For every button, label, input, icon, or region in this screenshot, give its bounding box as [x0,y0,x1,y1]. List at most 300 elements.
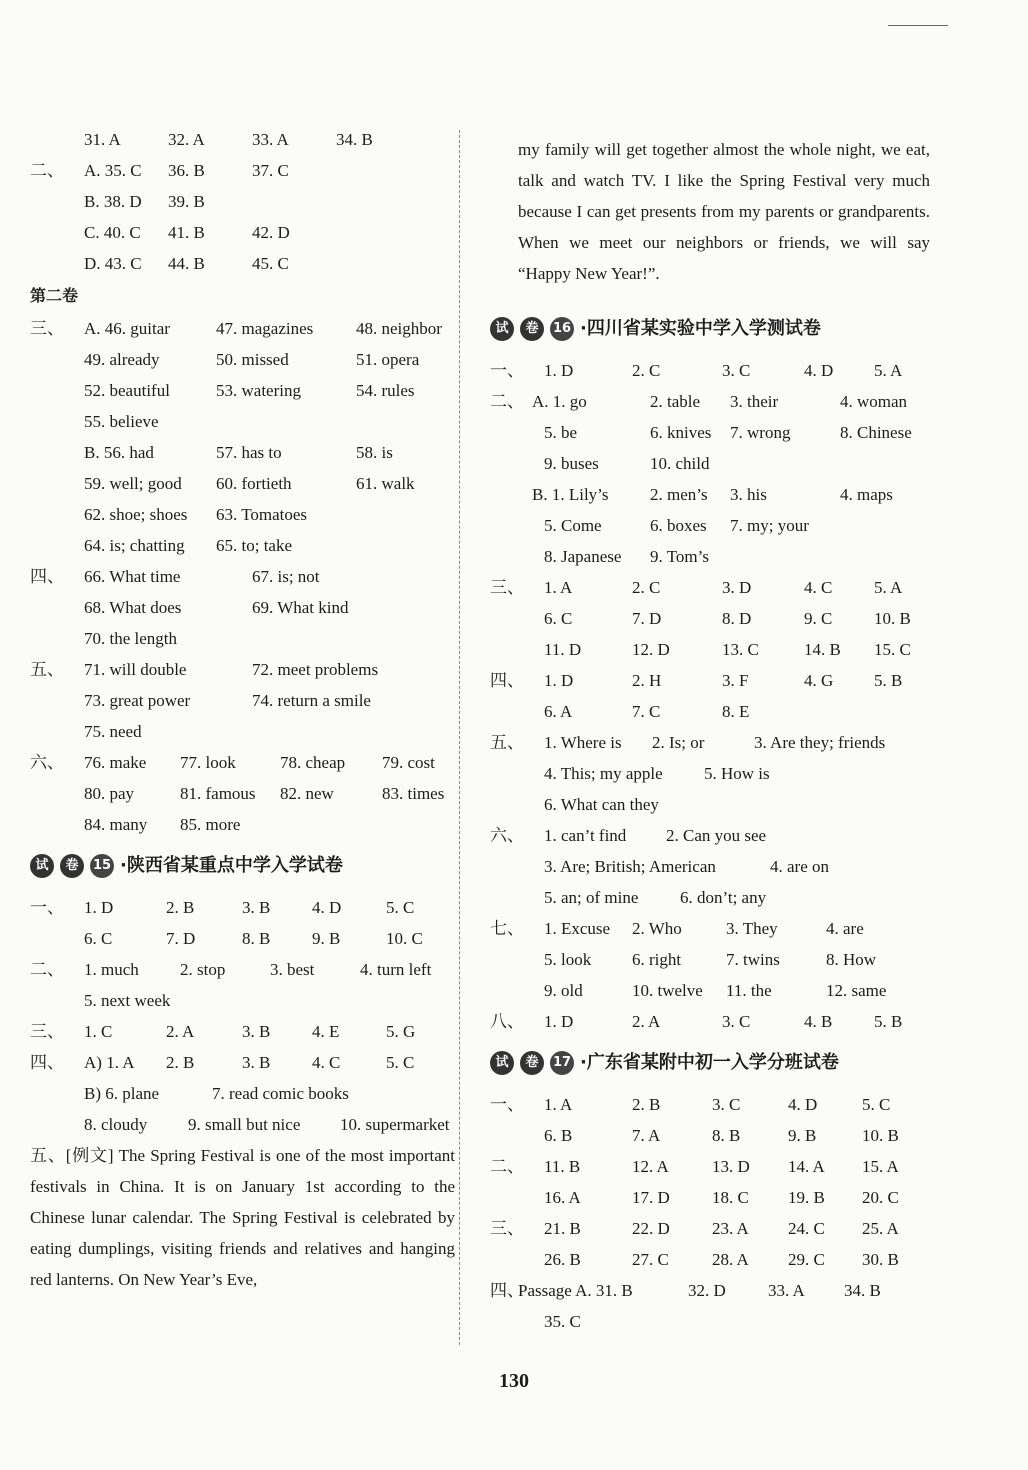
answer-item: 5. Come [544,516,602,535]
answer-item: 4. turn left [360,960,432,979]
answer-item: 3. C [722,361,751,380]
answer-item: 4. are on [770,857,830,876]
answer-item: 68. What does [84,598,182,617]
exam-badge-icon: 卷 [60,854,84,878]
answers-block-section2 [30,313,455,840]
question-group-label: 四、 [30,1053,64,1072]
answer-row [30,685,455,716]
answer-item: 47. magazines [216,319,314,338]
answer-item: 4. D [804,361,834,380]
answer-item: 10. supermarket [340,1115,450,1134]
answer-item: 60. fortieth [216,474,292,493]
answer-item: 63. Tomatoes [216,505,308,524]
page-number: 130 [499,1370,529,1392]
answer-item: 8. Japanese [544,547,622,566]
answer-row [30,499,455,530]
answer-item: 21. B [544,1219,581,1238]
answer-item: 3. Are they; friends [754,733,886,752]
answer-item: 17. D [632,1188,670,1207]
answer-item: 27. C [632,1250,669,1269]
question-group-label: 五、 [490,733,524,752]
answer-item: 19. B [788,1188,825,1207]
answer-row [30,1078,455,1109]
answer-item: 49. already [84,350,160,369]
answer-item: 9. Tom’s [650,547,709,566]
answer-item: A) 1. A [84,1053,135,1072]
answer-row [490,1182,930,1213]
answer-item: 1. D [544,361,574,380]
answer-item: 1. Excuse [544,919,611,938]
answer-item: 5. A [874,578,903,597]
answer-item: 4. C [312,1053,341,1072]
question-group-label: 四、 [30,567,64,586]
exam-badge-icon: 卷 [520,1051,544,1075]
question-group-label: 三、 [490,1219,524,1238]
answer-item: 9. B [312,929,341,948]
answer-item: 13. D [712,1157,750,1176]
answer-row [490,820,930,851]
answer-item: 6. knives [650,423,712,442]
answer-item: 1. A [544,1095,573,1114]
answer-row [490,665,930,696]
answer-item: 70. the length [84,629,178,648]
answer-item: 14. A [788,1157,825,1176]
left-column [30,124,455,1295]
answer-item: 2. Can you see [666,826,767,845]
answer-row [490,727,930,758]
question-group-label: 三、 [490,578,524,597]
answer-item: 42. D [252,223,290,242]
exam-badge-icon: 试 [490,317,514,341]
question-group-label: 二、 [490,1157,524,1176]
answer-row [30,985,455,1016]
answer-item: 10. child [650,454,710,473]
answer-item: 3. B [242,1053,271,1072]
answer-item: 12. A [632,1157,669,1176]
answer-row [490,975,930,1006]
answer-item: 23. A [712,1219,749,1238]
answer-row [490,1306,930,1337]
answer-row [30,248,455,279]
answer-item: 14. B [804,640,841,659]
answer-item: 10. B [874,609,911,628]
column-divider [459,130,460,1345]
answer-item: 53. watering [216,381,301,400]
answer-item: 3. best [270,960,315,979]
answer-item: 8. B [242,929,271,948]
answer-item: 80. pay [84,784,135,803]
answer-item: 30. B [862,1250,899,1269]
answer-item: 9. old [544,981,583,1000]
answer-item: 4. are [826,919,864,938]
answer-item: 59. well; good [84,474,182,493]
answer-item: 5. an; of mine [544,888,639,907]
answer-item: 8. Chinese [840,423,912,442]
answer-item: 1. can’t find [544,826,627,845]
question-group-label: 二、 [30,161,64,180]
question-group-label: 二、 [490,392,524,411]
answer-item: 45. C [252,254,289,273]
answer-item: 62. shoe; shoes [84,505,188,524]
answer-item: 4. G [804,671,834,690]
answer-row [490,355,930,386]
answer-item: 1. A [544,578,573,597]
answer-item: 31. A [84,130,121,149]
answer-row [490,541,930,572]
question-group-label: 三、 [30,319,64,338]
answer-row [30,217,455,248]
essay-paragraph [30,1140,455,1295]
answer-item: 3. C [722,1012,751,1031]
answer-item: 28. A [712,1250,749,1269]
question-group-label: 六、 [30,753,64,772]
answer-item: 5. B [874,1012,903,1031]
answer-item: 4. D [312,898,342,917]
answer-item: 35. C [544,1312,581,1331]
answer-row [30,313,455,344]
answer-row [30,1109,455,1140]
answer-item: 79. cost [382,753,435,772]
answer-row [490,634,930,665]
answer-row [30,1047,455,1078]
answer-item: B) 6. plane [84,1084,160,1103]
answer-item: C. 40. C [84,223,141,242]
answer-item: 4. E [312,1022,340,1041]
answer-row [490,448,930,479]
essay-text: The Spring Festival is one of the most important festivals in China. It is on January 1st according to the Chinese lunar calendar. The Spring Festival is celebrated by eating dumplings, visiting friends and relatives and hanging red lanterns. On New Year’s Eve, [30,1146,456,1289]
answer-row [490,1244,930,1275]
answer-item: 74. return a smile [252,691,371,710]
answer-row [30,747,455,778]
answer-item: 2. A [166,1022,195,1041]
answer-row [490,479,930,510]
answer-item: 5. A [874,361,903,380]
answer-item: 6. right [632,950,682,969]
answer-item: 6. C [84,929,113,948]
answer-item: 41. B [168,223,205,242]
section-label: 第二卷 [30,286,79,305]
answer-item: 75. need [84,722,142,741]
answer-row [30,654,455,685]
answer-item: B. 1. Lily’s [532,485,609,504]
answer-item: 2. men’s [650,485,708,504]
answer-item: 48. neighbor [356,319,442,338]
answer-item: 71. will double [84,660,187,679]
answer-row [30,592,455,623]
answer-row [30,406,455,437]
answer-item: 5. C [386,898,415,917]
answer-item: 50. missed [216,350,289,369]
answer-item: 15. C [874,640,911,659]
answer-item: 85. more [180,815,241,834]
answer-item: 83. times [382,784,445,803]
answer-item: 32. A [168,130,205,149]
answer-item: 2. A [632,1012,661,1031]
answer-item: A. 35. C [84,161,142,180]
exam-16-title [490,307,930,351]
answers-block-exam15 [30,892,455,1140]
answer-item: 82. new [280,784,334,803]
answer-item: 11. D [544,640,582,659]
answer-item: 64. is; chatting [84,536,185,555]
answer-item: B. 56. had [84,443,154,462]
answer-row [30,375,455,406]
question-group-label: 三、 [30,1022,64,1041]
answer-item: 11. B [544,1157,581,1176]
answer-item: 2. Is; or [652,733,705,752]
answer-item: 13. C [722,640,759,659]
answer-item: 15. A [862,1157,899,1176]
answer-item: 51. opera [356,350,420,369]
answer-item: 2. B [632,1095,661,1114]
answer-item: 3. B [242,1022,271,1041]
answer-item: 6. B [544,1126,573,1145]
answer-item: 7. D [632,609,662,628]
answer-item: 2. stop [180,960,226,979]
answer-item: D. 43. C [84,254,142,273]
answer-row [30,892,455,923]
answer-item: 9. B [788,1126,817,1145]
answer-item: 7. wrong [730,423,791,442]
answer-row [30,1016,455,1047]
answer-item: 9. small but nice [188,1115,301,1134]
answer-item: 69. What kind [252,598,349,617]
answer-item: 3. B [242,898,271,917]
right-column [490,134,930,1337]
question-group-label: 四、 [490,1281,524,1300]
answer-item: 61. walk [356,474,415,493]
answer-row [490,386,930,417]
answer-item: 3. F [722,671,749,690]
answer-item: 67. is; not [252,567,320,586]
answer-item: 29. C [788,1250,825,1269]
answer-item: A. 1. go [532,392,587,411]
question-group-label: 四、 [490,671,524,690]
answer-item: 34. B [844,1281,881,1300]
answer-row [490,1151,930,1182]
answer-item: 2. H [632,671,662,690]
answer-row [490,603,930,634]
answer-row [490,913,930,944]
answer-item: 3. They [726,919,778,938]
answer-row [490,1120,930,1151]
answer-item: 81. famous [180,784,256,803]
answer-row [30,437,455,468]
answer-item: 73. great power [84,691,191,710]
answer-item: 9. C [804,609,833,628]
answer-item: 5. be [544,423,578,442]
exam-badge-icon: 卷 [520,317,544,341]
answer-item: 34. B [336,130,373,149]
answer-item: 2. C [632,578,661,597]
exam-15-title [30,844,455,888]
answer-item: B. 38. D [84,192,142,211]
answer-item: 44. B [168,254,205,273]
question-group-label: 八、 [490,1012,524,1031]
answer-item: 10. B [862,1126,899,1145]
answers-block-top [30,124,455,279]
answer-item: 72. meet problems [252,660,379,679]
answer-item: 5. C [386,1053,415,1072]
answer-item: 3. D [722,578,752,597]
answer-row [490,758,930,789]
answer-row [30,716,455,747]
question-group-label: 一、 [490,1095,524,1114]
answer-item: 22. D [632,1219,670,1238]
answer-item: 39. B [168,192,205,211]
answer-item: 6. A [544,702,573,721]
answer-item: 2. Who [632,919,682,938]
answer-row [490,1275,930,1306]
exam-17-title [490,1041,930,1085]
answer-item: 8. B [712,1126,741,1145]
answer-item: 8. E [722,702,750,721]
question-group-label: 六、 [490,826,524,845]
essay-label: 五、[例文] [30,1146,114,1165]
answers-block-exam16 [490,355,930,1037]
question-group-label: 一、 [30,898,64,917]
answer-item: 55. believe [84,412,159,431]
answer-item: 1. Where is [544,733,622,752]
answer-item: 76. make [84,753,147,772]
answer-row [30,530,455,561]
answer-item: 3. C [712,1095,741,1114]
answer-item: 12. same [826,981,887,1000]
exam-number-badge: 16 [550,317,574,341]
answer-item: 58. is [356,443,393,462]
answer-item: 5. C [862,1095,891,1114]
question-group-label: 七、 [490,919,524,938]
answer-item: 2. C [632,361,661,380]
exam-badge-icon: 试 [490,1051,514,1075]
answer-row [30,954,455,985]
answer-row [30,623,455,654]
question-group-label: 一、 [490,361,524,380]
answer-item: 4. D [788,1095,818,1114]
answer-item: 54. rules [356,381,415,400]
answer-item: 1. C [84,1022,113,1041]
answer-item: A. 46. guitar [84,319,170,338]
exam-title-text: ·陕西省某重点中学入学试卷 [120,855,343,876]
answer-item: 16. A [544,1188,581,1207]
answer-item: Passage A. 31. B [518,1281,633,1300]
answer-item: 7. D [166,929,196,948]
answer-row [30,809,455,840]
answer-item: 1. D [544,1012,574,1031]
answer-item: 33. A [252,130,289,149]
answer-item: 7. my; your [730,516,809,535]
answer-item: 10. twelve [632,981,703,1000]
answer-item: 4. C [804,578,833,597]
answer-item: 6. boxes [650,516,707,535]
answer-item: 4. maps [840,485,893,504]
answer-item: 84. many [84,815,148,834]
answer-item: 32. D [688,1281,726,1300]
answer-item: 57. has to [216,443,282,462]
answer-item: 8. cloudy [84,1115,148,1134]
answer-item: 6. C [544,609,573,628]
answer-item: 24. C [788,1219,825,1238]
answer-row [30,468,455,499]
answer-row [490,882,930,913]
answer-item: 5. How is [704,764,770,783]
answer-row [30,186,455,217]
answer-item: 25. A [862,1219,899,1238]
answer-item: 2. table [650,392,701,411]
answer-item: 36. B [168,161,205,180]
exam-number-badge: 17 [550,1051,574,1075]
answer-row [490,696,930,727]
answer-item: 1. D [84,898,114,917]
answer-item: 5. G [386,1022,416,1041]
answer-item: 6. don’t; any [680,888,767,907]
answer-item: 5. look [544,950,592,969]
top-rule [888,25,948,26]
answer-row [490,417,930,448]
answer-item: 3. their [730,392,779,411]
answer-item: 11. the [726,981,772,1000]
answer-row [30,923,455,954]
answer-item: 7. C [632,702,661,721]
answer-item: 7. read comic books [212,1084,349,1103]
answer-item: 5. B [874,671,903,690]
answer-row [30,561,455,592]
answer-row [490,572,930,603]
answer-item: 7. A [632,1126,661,1145]
answer-row [30,155,455,186]
exam-badge-icon: 试 [30,854,54,878]
answer-item: 2. B [166,1053,195,1072]
answer-row [490,510,930,541]
answer-item: 5. next week [84,991,171,1010]
answer-item: 3. Are; British; American [544,857,716,876]
answer-item: 78. cheap [280,753,346,772]
answer-item: 33. A [768,1281,805,1300]
answer-item: 8. How [826,950,877,969]
exam-number-badge: 15 [90,854,114,878]
question-group-label: 二、 [30,960,64,979]
answer-row [490,1006,930,1037]
answer-item: 7. twins [726,950,780,969]
answer-item: 26. B [544,1250,581,1269]
question-group-label: 五、 [30,660,64,679]
answer-item: 52. beautiful [84,381,170,400]
answer-item: 20. C [862,1188,899,1207]
answer-row [30,344,455,375]
answer-item: 18. C [712,1188,749,1207]
answer-item: 10. C [386,929,423,948]
answer-item: 4. woman [840,392,908,411]
answer-row [490,851,930,882]
answer-item: 3. his [730,485,767,504]
answer-row [490,1089,930,1120]
answer-item: 66. What time [84,567,181,586]
answer-item: 12. D [632,640,670,659]
answer-item: 2. B [166,898,195,917]
answer-item: 37. C [252,161,289,180]
answer-item: 4. B [804,1012,833,1031]
answer-item: 6. What can they [544,795,659,814]
answer-item: 77. look [180,753,236,772]
answers-block-exam17 [490,1089,930,1337]
answer-item: 9. buses [544,454,599,473]
answer-item: 1. D [544,671,574,690]
answer-row [30,778,455,809]
answer-row [30,124,455,155]
answer-item: 8. D [722,609,752,628]
answer-item: 1. much [84,960,139,979]
answer-item: 4. This; my apple [544,764,663,783]
